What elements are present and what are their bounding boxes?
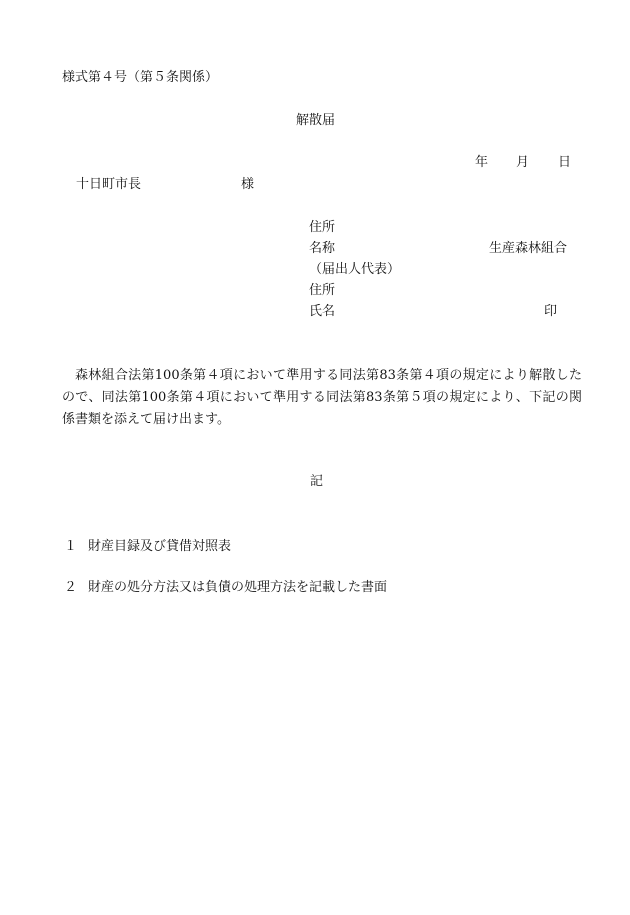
body-paragraph: 森林組合法第100条第４項において準用する同法第83条第４項の規定により解散したので、同法第100条第４項において準用する同法第83条第５項の規定により、下記の関係書類を添えて届け出ます。 [62, 368, 582, 427]
addressee-honorific: 様 [241, 177, 255, 192]
seal-mark: 印 [544, 304, 558, 319]
list-item-number: １ [64, 539, 78, 554]
form-number: 様式第４号（第５条関係） [62, 70, 219, 85]
address-label: 住所 [309, 220, 336, 235]
list-item-number: ２ [64, 580, 78, 595]
org-name: 生産森林組合 [489, 241, 568, 256]
list-item-text: 財産の処分方法又は負債の処理方法を記載した書面 [88, 580, 388, 595]
ki-heading: 記 [310, 474, 324, 489]
rep-address-label: 住所 [309, 283, 336, 298]
list-item-text: 財産目録及び貸借対照表 [88, 539, 232, 554]
date-year-label: 年 [475, 155, 489, 170]
document-title: 解散届 [296, 113, 336, 128]
date-month-label: 月 [516, 155, 530, 170]
addressee-name: 十日町市長 [76, 177, 142, 192]
rep-name-label: 氏名 [309, 304, 336, 319]
representative-note: （届出人代表） [309, 262, 401, 277]
date-day-label: 日 [558, 155, 572, 170]
org-name-label: 名称 [309, 241, 336, 256]
